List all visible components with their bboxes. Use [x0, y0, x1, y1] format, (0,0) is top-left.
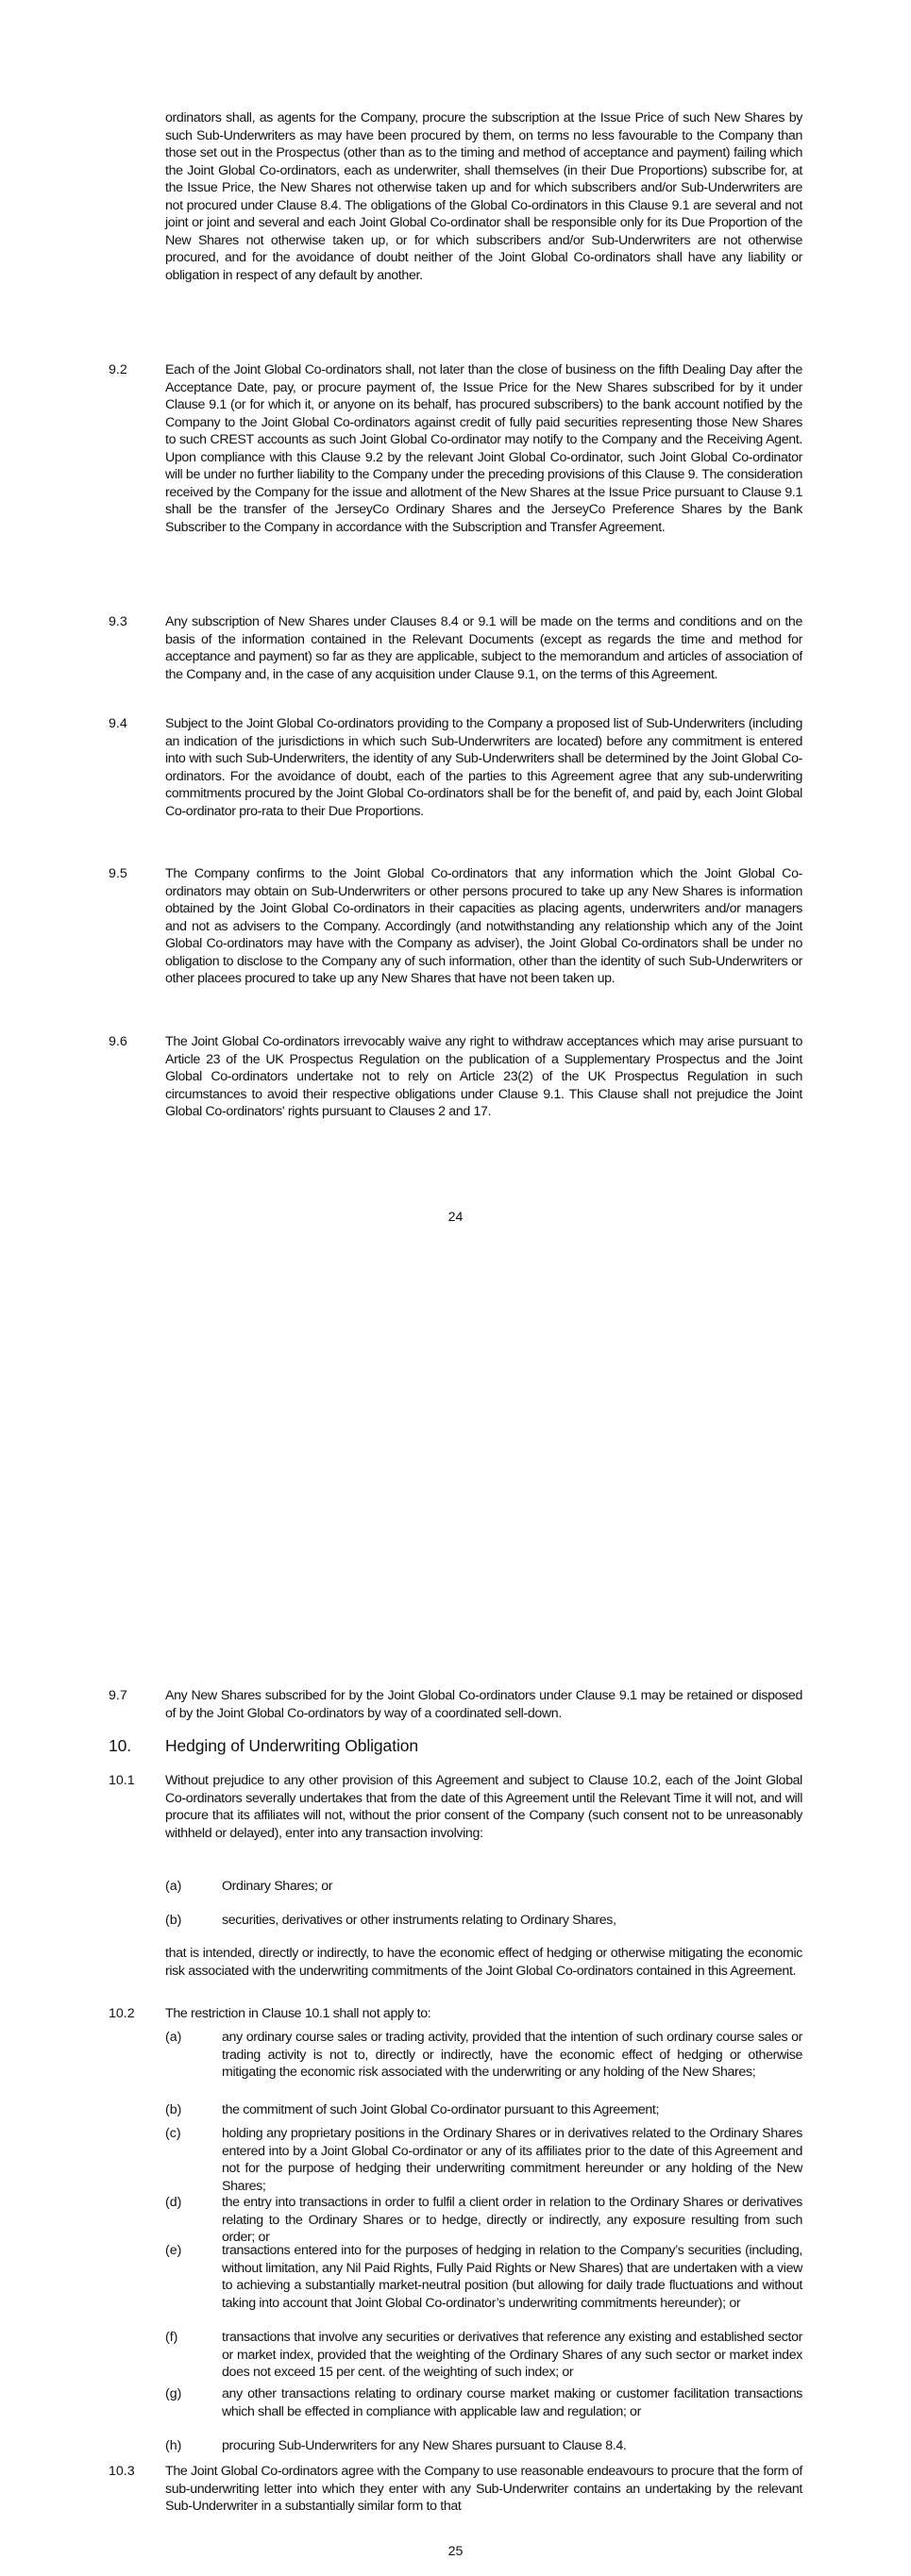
clause-text: Subject to the Joint Global Co-ordinators providing to the Company a proposed list of Sub-Underwriters (including an indication of the jurisdictions in which such Sub-Underwriters are located) before any commitment is entered into with such Sub-Underwriters, the identity of any Sub-Underwriters shall be determined by the Joint Global Co-ordinators. For the avoidance of doubt, each of the parties to this Agreement agree that any sub-underwriting commitments procured by the Joint Global Co-ordinators shall be for the benefit of, and paid by, each Joint Global Co-ordinator pro-rata to their Due Proportions. [165, 716, 802, 819]
clause-text: The restriction in Clause 10.1 shall not apply to: [165, 2006, 431, 2021]
clause-number: 9.3 [109, 614, 127, 629]
clause-number: 10.2 [109, 2006, 135, 2021]
clause-text: Each of the Joint Global Co-ordinators shall, not later than the close of business on the fifth Dealing Day after the Acceptance Date, pay, or procure payment of, the Issue Price for the New Shares subscribed for by it under Clause 9.1 (or for which it, or anyone on its behalf, has procured subscribers) to the bank account notified by the Company to the Joint Global Co-ordinators against credit of fully paid securities representing those New Shares to such CREST accounts as such Joint Global Co-ordinator may notify to the Company and the Receiving Agent. Upon compliance with this Clause 9.2 by the relevant Joint Global Co-ordinator, such Joint Global Co-ordinator will be under no further liability to the Company under the preceding provisions of this Clause 9. The consideration received by the Company for the issue and allotment of the New Shares at the Issue Price pursuant to Clause 9.1 shall be the transfer of the JerseyCo Ordinary Shares and the JerseyCo Preference Shares by the Bank Subscriber to the Company in accordance with the Subscription and Transfer Agreement. [165, 362, 802, 535]
clause-10-1-tail: that is intended, directly or indirectly, to have the economic effect of hedging or otherwise mitigating the economic risk associated with the underwriting commitments of the Joint Global Co-ordinators contained in this Agreement. [165, 1946, 802, 1979]
clause-text: Without prejudice to any other provision of this Agreement and subject to Clause 10.2, each of the Joint Global Co-ordinators severally undertakes that from the date of this Agreement until the Relevant Time it will not, and will procure that its affiliates will not, without the prior consent of the Company (such consent not to be unreasonably withheld or delayed), enter into any transaction involving: [165, 1773, 802, 1841]
section-number: 10. [109, 1736, 132, 1755]
clause-text: The Joint Global Co-ordinators agree with the Company to use reasonable endeavours to procure that the form of sub-underwriting letter into which they enter with any Sub-Underwriter contains an undertaking by the relevant Sub-Underwriter in a substantially similar form to that [165, 2464, 802, 2514]
sub-item-label: (a) [165, 1879, 182, 1894]
clause-number: 9.5 [109, 866, 127, 881]
sub-item-text: any other transactions relating to ordinary course market making or customer facilitation transactions which shall be effected in compliance with applicable law and regulation; or [222, 2386, 802, 2419]
sub-item-text: holding any proprietary positions in the Ordinary Shares or in derivatives related to the Ordinary Shares entered into by a Joint Global Co-ordinator or any of its affiliates prior to the date of this Agreement and not for the purpose of hedging their underwriting commitment hereunder or any holding of the New Shares; [222, 2126, 802, 2194]
clause-text: The Joint Global Co-ordinators irrevocably waive any right to withdraw acceptances which may arise pursuant to Article 23 of the UK Prospectus Regulation on the publication of a Supplementary Prospectus and the Joint Global Co-ordinators undertake not to rely on Article 23(2) of the UK Prospectus Regulation in such circumstances to avoid their respective obligations under Clause 9.1. This Clause shall not prejudice the Joint Global Co-ordinators' rights pursuant to Clauses 2 and 17. [165, 1034, 802, 1119]
section-title: Hedging of Underwriting Obligation [165, 1736, 419, 1755]
sub-item-text: any ordinary course sales or trading activity, provided that the intention of such ordinary course sales or trading activity is not to, directly or indirectly, have the economic effect of hedging or otherwise mitigating the economic risk associated with the underwriting or any holding of the New Shares; [222, 2030, 802, 2080]
sub-item-label: (g) [165, 2386, 182, 2401]
sub-item-label: (d) [165, 2195, 182, 2210]
sub-item-text: the entry into transactions in order to fulfil a client order in relation to the Ordinary Shares or derivatives relating to the Ordinary Shares or to hedge, directly or indirectly, any exposure resulting from such order; or [222, 2195, 802, 2245]
page-25 [0, 1302, 911, 2576]
clause-number: 10.3 [109, 2464, 135, 2479]
sub-item-text: Ordinary Shares; or [222, 1879, 333, 1894]
sub-item-label: (b) [165, 2102, 182, 2117]
clause-9-1-continuation: ordinators shall, as agents for the Company, procure the subscription at the Issue Price of such New Shares by such Sub-Underwriters as may have been procured by them, on terms no less favourable to the Company than those set out in the Prospectus (other than as to the timing and method of acceptance and payment) failing which the Joint Global Co-ordinators, each as underwriter, shall themselves (in their Due Proportions) subscribe for, at the Issue Price, the New Shares not otherwise taken up and for which subscribers and/or Sub-Underwriters are not procured under Clause 8.4. The obligations of the Global Co-ordinators in this Clause 9.1 are several and not joint or joint and several and each Joint Global Co-ordinator shall be responsible only for its Due Proportion of the New Shares not otherwise taken up, or for which subscribers and/or Sub-Underwriters are not otherwise procured, and for the avoidance of doubt neither of the Joint Global Co-ordinators shall have any liability or obligation in respect of any default by another. [165, 110, 802, 283]
clause-number: 9.4 [109, 716, 127, 731]
clause-text: Any New Shares subscribed for by the Joint Global Co-ordinators under Clause 9.1 may be retained or disposed of by the Joint Global Co-ordinators by way of a coordinated sell-down. [165, 1688, 802, 1721]
sub-item-text: procuring Sub-Underwriters for any New Shares pursuant to Clause 8.4. [222, 2438, 627, 2453]
sub-item-text: securities, derivatives or other instruments relating to Ordinary Shares, [222, 1913, 616, 1928]
sub-item-text: transactions entered into for the purposes of hedging in relation to the Company’s securities (including, without limitation, any Nil Paid Rights, Fully Paid Rights or New Shares) that are undertaken with a view to achieving a substantially market-neutral position (but allowing for daily trade fluctuations and without taking into account that Joint Global Co-ordinator’s underwriting commitments hereunder); or [222, 2243, 802, 2311]
clause-number: 9.6 [109, 1034, 127, 1049]
sub-item-text: the commitment of such Joint Global Co-ordinator pursuant to this Agreement; [222, 2102, 660, 2117]
sub-item-label: (b) [165, 1913, 182, 1928]
clause-number: 10.1 [109, 1773, 135, 1788]
sub-item-text: transactions that involve any securities or derivatives that reference any existing and established sector or market index, provided that the weighting of the Ordinary Shares of any such sector or market index does not exceed 15 per cent. of the weighting of such index; or [222, 2330, 802, 2380]
sub-item-label: (e) [165, 2243, 182, 2258]
clause-text: Any subscription of New Shares under Clauses 8.4 or 9.1 will be made on the terms and conditions and on the basis of the information contained in the Relevant Documents (except as regards the time and method for acceptance and payment) so far as they are applicable, subject to the memorandum and articles of association of the Company and, in the case of any acquisition under Clause 9.1, on the terms of this Agreement. [165, 614, 802, 682]
clause-number: 9.2 [109, 362, 127, 377]
clause-number: 9.7 [109, 1688, 127, 1703]
sub-item-label: (a) [165, 2030, 182, 2045]
page-number: 24 [447, 1210, 464, 1225]
page-number: 25 [447, 2544, 464, 2559]
sub-item-label: (f) [165, 2330, 178, 2345]
sub-item-label: (h) [165, 2438, 182, 2453]
sub-item-label: (c) [165, 2126, 181, 2141]
clause-text: The Company confirms to the Joint Global Co-ordinators that any information which the Joint Global Co-ordinators may obtain on Sub-Underwriters or other persons procured to take up any New Shares is information obtained by the Joint Global Co-ordinators in their capacities as placing agents, underwriters and/or managers and not as advisers to the Company. Accordingly (and notwithstanding any relationship which any of the Joint Global Co-ordinators may have with the Company as adviser), the Joint Global Co-ordinators shall be under no obligation to disclose to the Company any of such information, other than the identity of such Sub-Underwriters or other placees procured to take up any New Shares that have not been taken up. [165, 866, 802, 986]
